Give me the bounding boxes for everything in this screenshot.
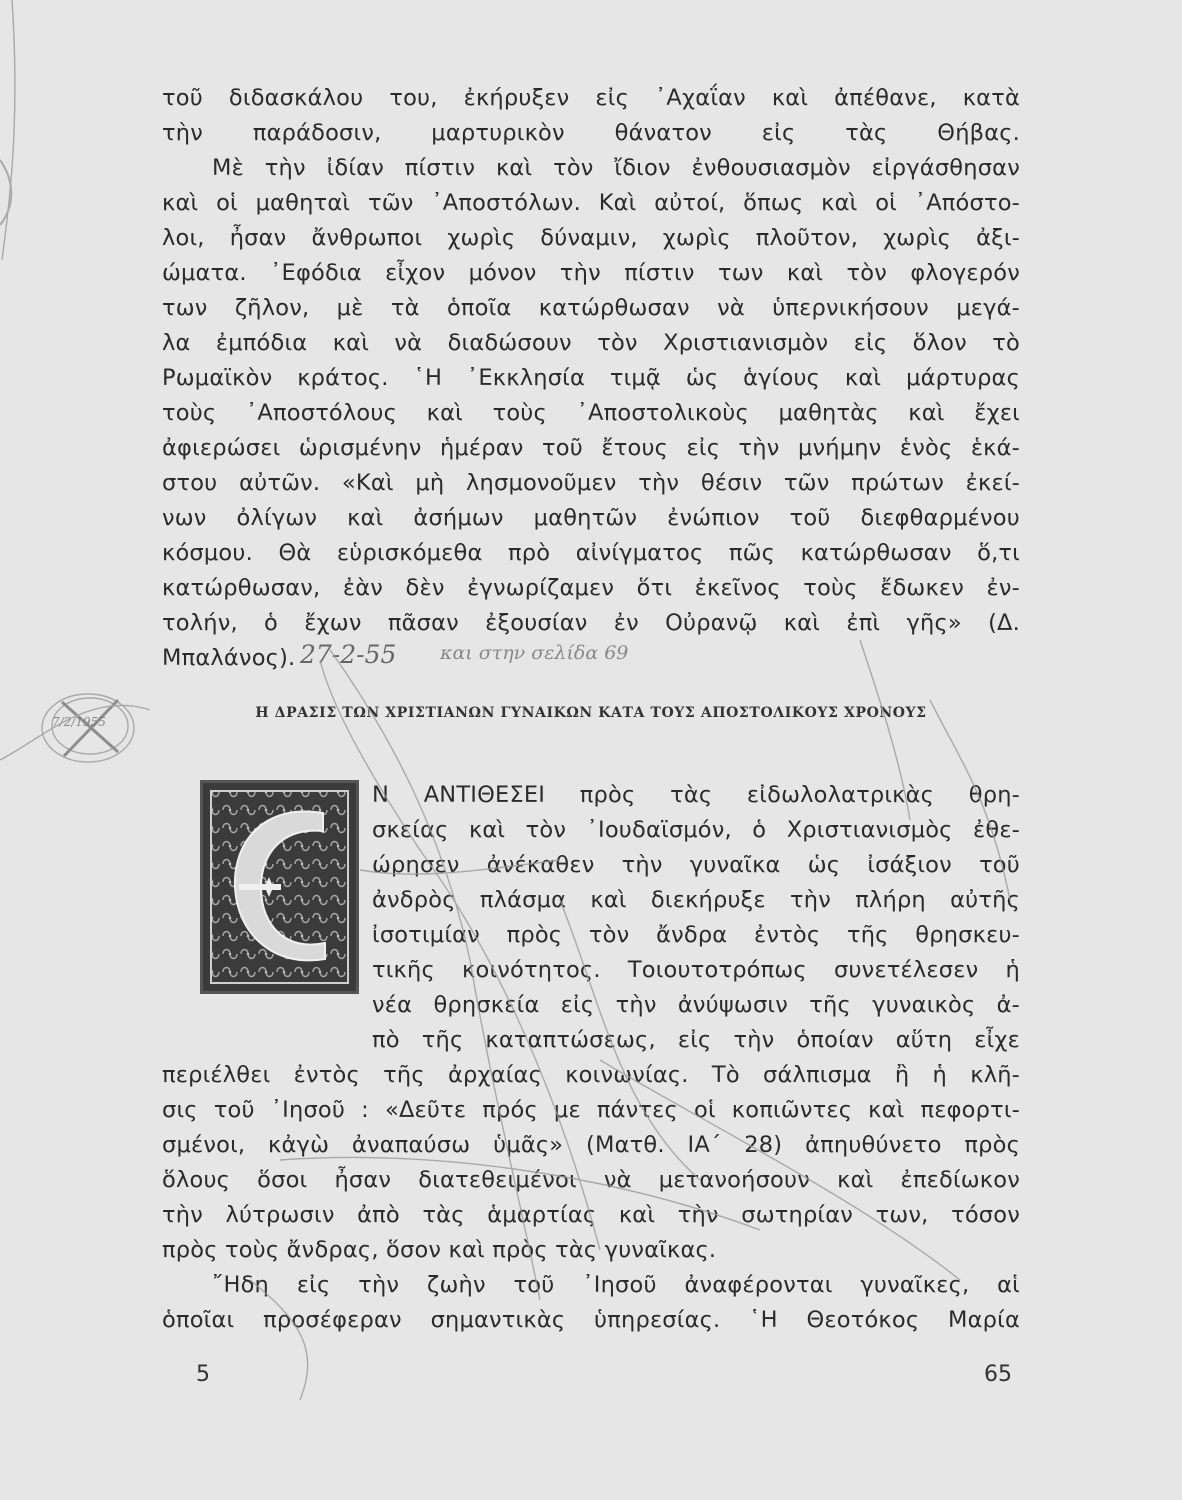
text-line: Μπαλάνος). <box>162 645 296 671</box>
signature-mark: 5 <box>196 1362 210 1387</box>
text-line: ῎Ηδη εἰς τὴν ζωὴν τοῦ ᾿Ιησοῦ ἀναφέρονται γυναῖκες, αἱ <box>212 1272 1020 1298</box>
text-line: λοι, ἦσαν ἄνθρωποι χωρὶς δύναμιν, χωρὶς πλοῦτον, χωρὶς ἀξι- <box>162 225 1020 251</box>
decorative-drop-cap <box>200 780 359 994</box>
text-line: καὶ οἱ μαθηταὶ τῶν ᾿Αποστόλων. Καὶ αὐτοί, ὅπως καὶ οἱ ᾿Απόστο- <box>162 190 1020 216</box>
text-line: ἀφιερώσει ὡρισμένην ἡμέραν τοῦ ἔτους εἰς τὴν μνήμην ἑνὸς ἑκά- <box>162 435 1020 461</box>
text-line: νέα θρησκεία εἰς τὴν ἀνύψωσιν τῆς γυναικὸς ἀ- <box>372 992 1020 1018</box>
text-line: νων ὀλίγων καὶ ἀσήμων μαθητῶν ἐνώπιον τοῦ διεφθαρμένου <box>162 505 1020 531</box>
text-line: σκείας καὶ τὸν ᾿Ιουδαϊσμόν, ὁ Χριστιανισμὸς ἐθε- <box>372 817 1020 843</box>
text-line: σμένοι, κἀγὼ ἀναπαύσω ὑμᾶς» (Ματθ. ΙΑ΄ 28) ἀπηυθύνετο πρὸς <box>162 1132 1020 1158</box>
text-line: σις τοῦ ᾿Ιησοῦ : «Δεῦτε πρός με πάντες οἱ κοπιῶντες καὶ πεφορτι- <box>162 1097 1020 1123</box>
text-line: τοὺς ᾿Αποστόλους καὶ τοὺς ᾿Αποστολικοὺς μαθητὰς καὶ ἔχει <box>162 400 1020 426</box>
handwritten-margin-date: 7/2/1955 <box>52 715 106 729</box>
text-line: Ν ΑΝΤΙΘΕΣΕΙ πρὸς τὰς εἰδωλολατρικὰς θρη- <box>372 782 1020 808</box>
handwritten-page-note: και στην σελίδα 69 <box>440 642 629 664</box>
text-line: κατώρθωσαν, ἐὰν δὲν ἐγνωρίζαμεν ὅτι ἐκεῖνος τοὺς ἔδωκεν ἐν- <box>162 575 1020 601</box>
text-line: πὸ τῆς καταπτώσεως, εἰς τὴν ὁποίαν αὕτη εἶχε <box>372 1027 1020 1053</box>
text-line: ὅλους ὅσοι ἦσαν διατεθειμένοι νὰ μετανοήσουν καὶ ἐπεδίωκον <box>162 1167 1020 1193</box>
text-line: τοῦ διδασκάλου του, ἐκήρυξεν εἰς ᾿Αχαΐαν καὶ ἀπέθανε, κατὰ <box>162 85 1020 111</box>
text-line: τὴν παράδοσιν, μαρτυρικὸν θάνατον εἰς τὰς Θήβας. <box>162 120 1020 146</box>
text-line: ώρησεν ἀνέκαθεν τὴν γυναῖκα ὡς ἰσάξιον τοῦ <box>372 852 1020 878</box>
text-line: πρὸς τοὺς ἄνδρας, ὅσον καὶ πρὸς τὰς γυναῖκας. <box>162 1237 717 1263</box>
drop-cap-ornament <box>203 783 356 991</box>
section-heading: Η ΔΡΑΣΙΣ ΤΩΝ ΧΡΙΣΤΙΑΝΩΝ ΓΥΝΑΙΚΩΝ ΚΑΤΑ ΤΟΥΣ ΑΠΟΣΤΟΛΙΚΟΥΣ ΧΡΟΝΟΥΣ <box>255 705 927 721</box>
text-line: κόσμου. Θὰ εὑρισκόμεθα πρὸ αἰνίγματος πῶς κατώρθωσαν ὅ,τι <box>162 540 1020 566</box>
text-line: τικῆς κοινότητος. Τοιουτοτρόπως συνετέλεσεν ἡ <box>372 957 1020 983</box>
text-line: λα ἐμπόδια καὶ νὰ διαδώσουν τὸν Χριστιανισμὸν εἰς ὅλον τὸ <box>162 330 1020 356</box>
text-line: των ζῆλον, μὲ τὰ ὁποῖα κατώρθωσαν νὰ ὑπερνικήσουν μεγά- <box>162 295 1020 321</box>
text-line: Μὲ τὴν ἰδίαν πίστιν καὶ τὸν ἴδιον ἐνθουσιασμὸν εἰργάσθησαν <box>212 155 1020 181</box>
text-line: ἀνδρὸς πλάσμα καὶ διεκήρυξε τὴν πλήρη αὐτῆς <box>372 887 1020 913</box>
text-line: τὴν λύτρωσιν ἀπὸ τὰς ἁμαρτίας καὶ τὴν σωτηρίαν των, τόσον <box>162 1202 1020 1228</box>
text-line: περιέλθει ἐντὸς τῆς ἀρχαίας κοινωνίας. Τὸ σάλπισμα ἢ ἡ κλῆ- <box>162 1062 1020 1088</box>
text-line: τολήν, ὁ ἔχων πᾶσαν ἐξουσίαν ἐν Οὐρανῷ καὶ ἐπὶ γῆς» (Δ. <box>162 610 1020 636</box>
text-line: Ρωμαϊκὸν κράτος. ῾Η ᾿Εκκλησία τιμᾷ ὡς ἁγίους καὶ μάρτυρας <box>162 365 1020 391</box>
text-line: ώματα. ᾿Εφόδια εἶχον μόνον τὴν πίστιν των καὶ τὸν φλογερόν <box>162 260 1020 286</box>
handwritten-date: 27-2-55 <box>300 640 397 669</box>
text-line: ὁποῖαι προσέφεραν σημαντικὰς ὑπηρεσίας. ῾Η Θεοτόκος Μαρία <box>162 1307 1020 1333</box>
text-line: στου αὐτῶν. «Καὶ μὴ λησμονοῦμεν τὴν θέσιν τῶν πρώτων ἐκεί- <box>162 470 1020 496</box>
text-line: ἰσοτιμίαν πρὸς τὸν ἄνδρα ἐντὸς τῆς θρησκευ- <box>372 922 1020 948</box>
page-number: 65 <box>984 1362 1012 1387</box>
